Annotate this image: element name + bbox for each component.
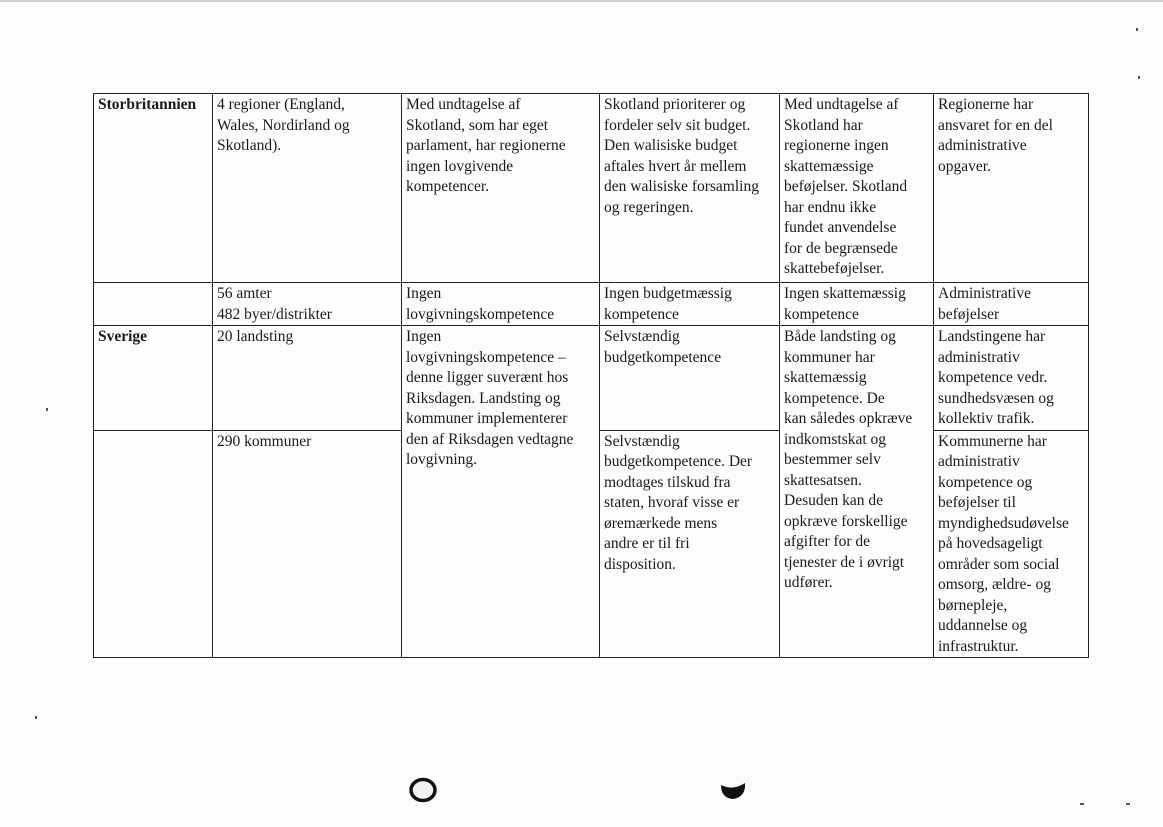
tax-cell: Med undtagelse af Skotland har regionerne ingen skattemæssige beføjelser. Skotland har endnu ikke fundet anvendelse for de begrænsede skattebeføjelser. — [780, 94, 934, 283]
budget-cell: Selvstændig budgetkompetence. Der modtages tilskud fra staten, hvoraf visse er øremærkede mens andre er til fri disposition. — [600, 430, 780, 658]
country-cell — [94, 430, 213, 658]
country-cell: Storbritannien — [94, 94, 213, 283]
scan-speck — [46, 408, 48, 411]
country-cell: Sverige — [94, 326, 213, 431]
admin-cell: Regionerne har ansvaret for en del administrative opgaver. — [934, 94, 1089, 283]
units-cell: 20 landsting — [213, 326, 402, 431]
budget-cell: Selvstændig budgetkompetence — [600, 326, 780, 431]
budget-cell: Skotland prioriterer og fordeler selv sit budget. Den walisiske budget aftales hvert år mellem den walisiske forsamling og regeringen. — [600, 94, 780, 283]
tax-cell: Både landsting og kommuner har skattemæssig kompetence. De kan således opkræve indkomstskat og bestemmer selv skattesatsen. Desuden kan de opkræve forskellige afgifter for de tjenester de i øvrigt udfører. — [780, 326, 934, 658]
legislative-cell: Ingen lovgivningskompetence – denne ligger suverænt hos Riksdagen. Landsting og kommuner implementerer den af Riksdagen vedtagne lovgivning. — [402, 326, 600, 658]
scan-top-edge — [0, 0, 1163, 2]
table-row — [94, 283, 1089, 326]
budget-cell: Ingen budgetmæssig kompetence — [600, 283, 780, 326]
table-row — [94, 94, 1089, 283]
scan-speck — [1080, 803, 1084, 805]
table-row — [94, 326, 1089, 431]
scan-speck — [1138, 76, 1140, 79]
units-cell: 56 amter 482 byer/distrikter — [213, 283, 402, 326]
country-cell — [94, 283, 213, 326]
legislative-cell: Ingen lovgivningskompetence — [402, 283, 600, 326]
scan-speck — [1126, 803, 1130, 805]
units-cell: 4 regioner (England, Wales, Nordirland og Skotland). — [213, 94, 402, 283]
admin-cell: Landstingene har administrativ kompetence vedr. sundhedsvæsen og kollektiv trafik. — [934, 326, 1089, 431]
legislative-cell: Med undtagelse af Skotland, som har eget parlament, har regionerne ingen lovgivende kompetencer. — [402, 94, 600, 283]
admin-cell: Administrative beføjelser — [934, 283, 1089, 326]
scan-speck — [35, 716, 37, 719]
comparison-table — [93, 93, 1089, 658]
tax-cell: Ingen skattemæssig kompetence — [780, 283, 934, 326]
punch-hole-icon — [718, 777, 748, 803]
punch-hole-icon — [409, 777, 437, 803]
admin-cell: Kommunerne har administrativ kompetence og beføjelser til myndighedsudøvelse på hovedsageligt områder som social omsorg, ældre- og børnepleje, uddannelse og infrastruktur. — [934, 430, 1089, 658]
scan-speck — [1136, 28, 1138, 31]
units-cell: 290 kommuner — [213, 430, 402, 658]
